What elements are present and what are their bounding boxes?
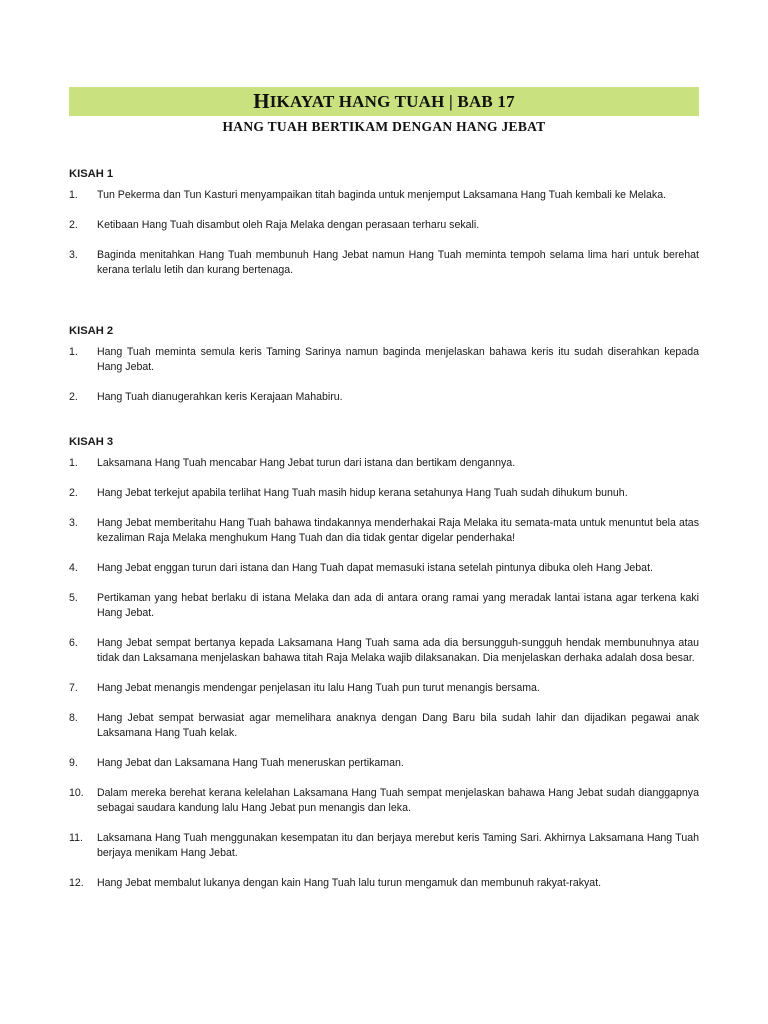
list-item — [69, 831, 699, 861]
list-item — [69, 516, 699, 546]
list-item — [69, 561, 699, 576]
section-kisah-2 — [69, 323, 699, 420]
list-item — [69, 390, 699, 405]
item-number: 6. — [69, 637, 78, 649]
item-text: Hang Jebat sempat berwasiat agar memelihara anaknya dengan Dang Baru bila sudah lahir dan dijadikan pegawai anak Laksamana Hang Tuah kelak. — [97, 712, 699, 739]
item-number: 1. — [69, 457, 78, 469]
list-item — [69, 248, 699, 278]
page-subtitle: HANG TUAH BERTIKAM DENGAN HANG JEBAT — [222, 119, 546, 134]
title-text: IKAYAT HANG TUAH — [269, 91, 445, 111]
section-heading: KISAH 3 — [69, 436, 114, 448]
item-number: 5. — [69, 592, 78, 604]
title-separator: | — [444, 91, 458, 111]
item-text: Hang Jebat membalut lukanya dengan kain Hang Tuah lalu turun mengamuk dan membunuh rakyat-rakyat. — [97, 877, 602, 889]
item-text: Hang Jebat menangis mendengar penjelasan itu lalu Hang Tuah pun turut menangis bersama. — [97, 682, 540, 694]
item-text: Dalam mereka berehat kerana kelelahan Laksamana Hang Tuah sempat menjelaskan bahawa Hang Jebat sudah dianggapnya sebagai saudara kandung lalu Hang Jebat pun menangis dan leka. — [97, 787, 699, 814]
list-item — [69, 345, 699, 375]
item-number: 3. — [69, 249, 78, 261]
item-number: 9. — [69, 757, 78, 769]
item-number: 1. — [69, 346, 78, 358]
item-number: 10. — [69, 787, 84, 799]
item-text: Tun Pekerma dan Tun Kasturi menyampaikan titah baginda untuk menjemput Laksamana Hang Tuah kembali ke Melaka. — [97, 189, 667, 201]
list-item — [69, 456, 699, 471]
item-number: 2. — [69, 391, 78, 403]
item-text: Hang Jebat enggan turun dari istana dan Hang Tuah dapat memasuki istana setelah pintunya dibuka oleh Hang Jebat. — [97, 562, 653, 574]
item-number: 8. — [69, 712, 78, 724]
item-number: 7. — [69, 682, 78, 694]
item-text: Hang Tuah dianugerahkan keris Kerajaan Mahabiru. — [97, 391, 343, 403]
item-text: Laksamana Hang Tuah menggunakan kesempatan itu dan berjaya merebut keris Taming Sari. Akhirnya Laksamana Hang Tuah berjaya menikam Hang Jebat. — [97, 832, 699, 859]
item-number: 12. — [69, 877, 84, 889]
item-number: 11. — [69, 832, 83, 844]
title-bar — [69, 87, 699, 116]
section-heading: KISAH 1 — [69, 168, 114, 180]
item-number: 2. — [69, 487, 78, 499]
list-item — [69, 876, 699, 891]
list-item — [69, 591, 699, 621]
list-item — [69, 756, 699, 771]
title-chapter: BAB 17 — [457, 91, 515, 111]
item-text: Hang Jebat dan Laksamana Hang Tuah meneruskan pertikaman. — [97, 757, 404, 769]
item-text: Ketibaan Hang Tuah disambut oleh Raja Melaka dengan perasaan terharu sekali. — [97, 219, 480, 231]
list-item — [69, 681, 699, 696]
list-item — [69, 218, 699, 233]
item-number: 4. — [69, 562, 78, 574]
item-number: 3. — [69, 517, 78, 529]
list-item — [69, 486, 699, 501]
list-item — [69, 711, 699, 741]
item-text: Hang Tuah meminta semula keris Taming Sarinya namun baginda menjelaskan bahawa keris itu sudah diserahkan kepada Hang Jebat. — [97, 346, 699, 373]
list-item — [69, 188, 699, 203]
section-kisah-3 — [69, 434, 699, 906]
item-number: 1. — [69, 189, 78, 201]
section-kisah-1 — [69, 166, 699, 293]
item-text: Laksamana Hang Tuah mencabar Hang Jebat turun dari istana dan bertikam dengannya. — [97, 457, 516, 469]
title-initial: H — [253, 89, 270, 113]
item-text: Pertikaman yang hebat berlaku di istana Melaka dan ada di antara orang ramai yang meradak lantai istana agar terkena kaki Hang Jebat. — [97, 592, 699, 619]
list-item — [69, 786, 699, 816]
item-text: Hang Jebat memberitahu Hang Tuah bahawa tindakannya menderhakai Raja Melaka itu semata-mata untuk menuntut bela atas kezaliman Raja Melaka menghukum Hang Tuah dan dia tidak gentar digelar penderhaka! — [97, 517, 699, 544]
list-item — [69, 636, 699, 666]
item-text: Hang Jebat terkejut apabila terlihat Hang Tuah masih hidup kerana setahunya Hang Tuah sudah dihukum bunuh. — [97, 487, 628, 499]
item-text: Hang Jebat sempat bertanya kepada Laksamana Hang Tuah sama ada dia bersungguh-sungguh hendak membunuhnya atau tidak dan Laksamana menjelaskan bahawa titah Raja Melaka wajib dilaksanakan. Dia menjelaskan derhaka adalah dosa besar. — [97, 637, 699, 664]
section-heading: KISAH 2 — [69, 325, 114, 337]
item-number: 2. — [69, 219, 78, 231]
item-text: Baginda menitahkan Hang Tuah membunuh Hang Jebat namun Hang Tuah meminta tempoh selama lima hari untuk berehat kerana terlalu letih dan kurang bertenaga. — [97, 249, 699, 276]
